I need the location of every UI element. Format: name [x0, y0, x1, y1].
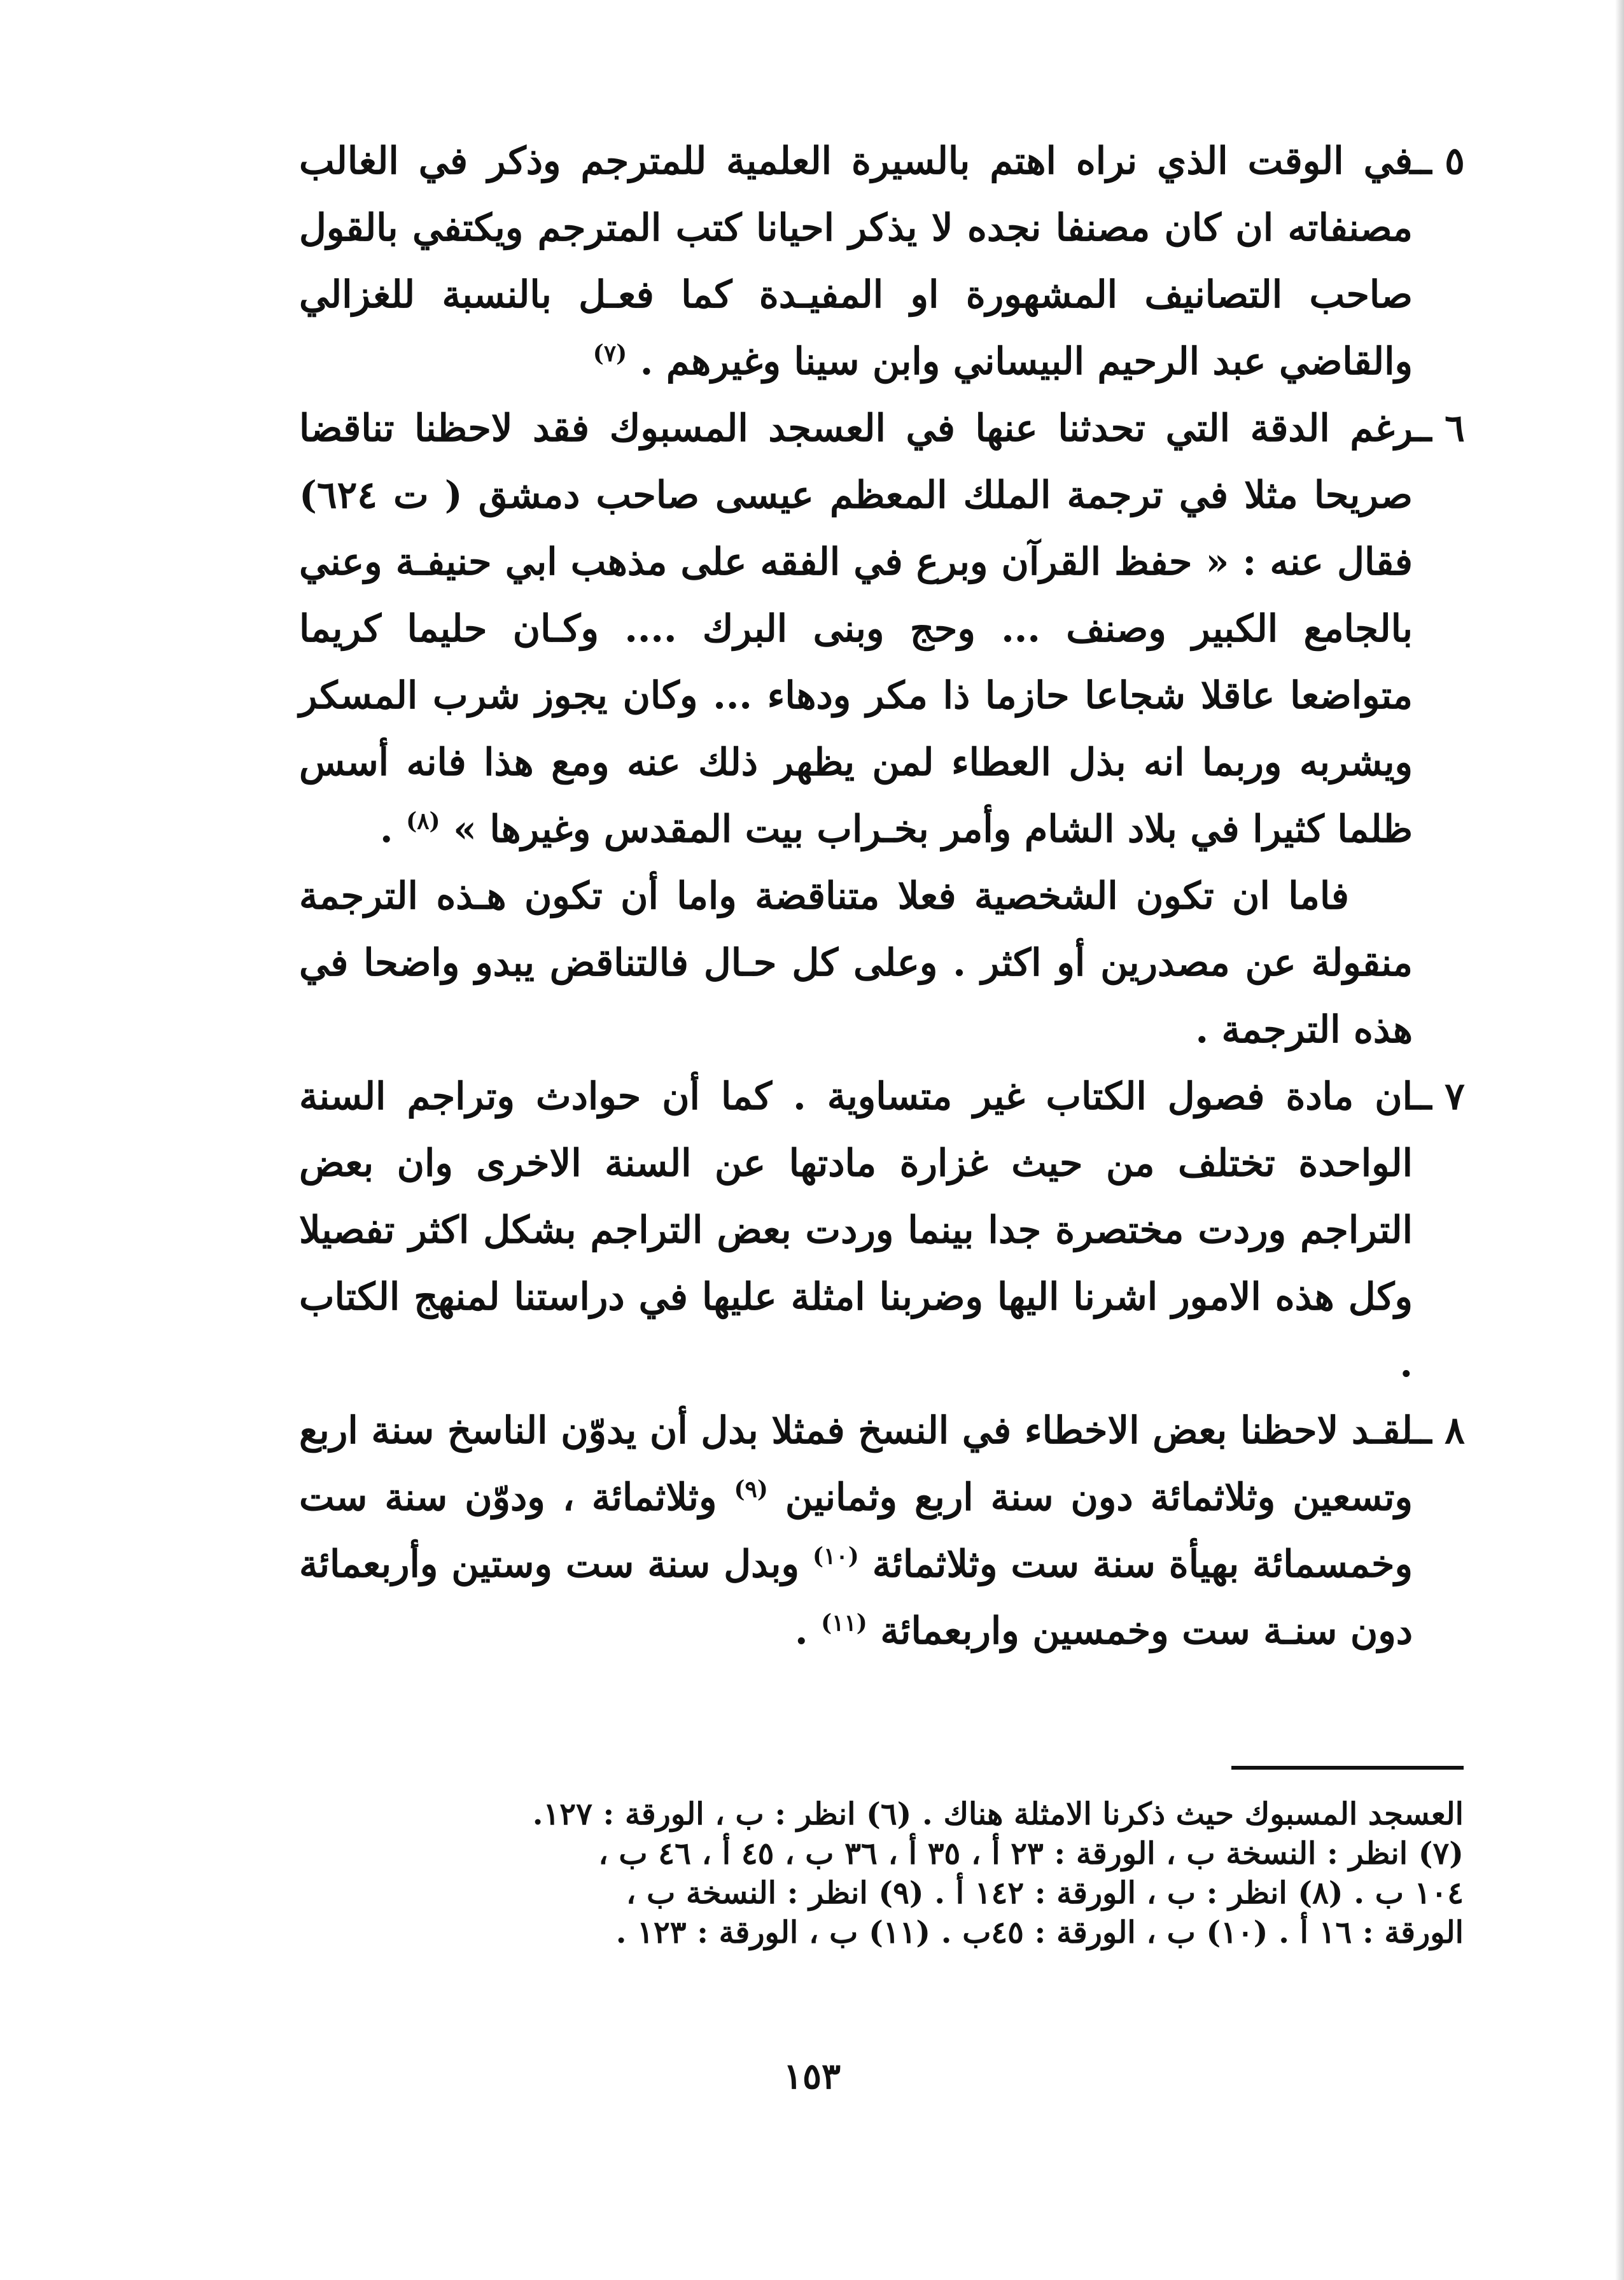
page-edge-shadow: [1615, 0, 1624, 2280]
page-number: ١٥٣: [783, 2055, 841, 2097]
footnote-line: الورقة : ١٦ أ . (١٠) ب ، الورقة : ٤٥ب . (١١) ب ، الورقة : ١٢٣ .: [615, 1915, 1464, 1950]
item-number: ٧ ــ: [1410, 1074, 1465, 1118]
item-text: ان مادة فصول الكتاب غير متساوية . كما أن حوادث وتراجم السنة الواحدة تختلف من حيث غزارة مادتها عن السنة الاخرى وان بعض التراجم وردت مختصرة جدا بينما وردت بعض التراجم بشكل اكثر تفصيلا وكل هذه الامور اشرنا اليها وضربنا امثلة عليها في دراستنا لمنهج الكتاب .: [299, 1074, 1413, 1385]
footnote-ref: (٧): [592, 340, 627, 367]
paragraph-commentary: [299, 862, 1413, 1063]
item-text: رغم الدقة التي تحدثنا عنها في العسجد المسبوك فقد لاحظنا تناقضا صريحا مثلا في ترجمة الملك المعظم عيسى صاحب دمشق ( ت ٦٢٤) فقال عنه : « حفظ القرآن وبرع في الفقه على مذهب ابي حنيفـة وعني بالجامع الكبير وصنف ... وحج وبنى البرك .... وكـان حليما كريما متواضعا عاقلا شجاعا حازما ذا مكر ودهاء ... وكان يجوز شرب المسكر ويشربه وربما انه بذل العطاء لمن يظهر ذلك عنه ومع هذا فانه أسس ظلما كثيرا في بلاد الشام وأمر بخـراب بيت المقدس وغيرها »: [299, 406, 1413, 851]
footnote-ref: (١١): [821, 1609, 867, 1637]
footnote-ref: (١٠): [813, 1542, 859, 1570]
footnote-line: العسجد المسبوك حيث ذكرنا الامثلة هناك . (٦) انظر : ب ، الورقة : ١٢٧.: [532, 1796, 1464, 1832]
footnote-line: (٧) انظر : النسخة ب ، الورقة : ٢٣ أ ، ٣٥ أ ، ٣٦ ب ، ٤٥ أ ، ٤٦ ب ،: [598, 1836, 1464, 1871]
item-number: ٥ ــ: [1410, 139, 1465, 183]
item-tail: .: [380, 807, 407, 851]
item-text: لقـد لاحظنا بعض الاخطاء في النسخ فمثلا بدل أن يدوّن الناسخ سنة اربع وتسعين وثلاثمائة دون سنة اربع وثمانين: [299, 1408, 1413, 1519]
item-text: في الوقت الذي نراه اهتم بالسيرة العلمية للمترجم وذكر في الغالب مصنفاته ان كان مصنفا نجده لا يذكر احيانا كتب المترجم ويكتفي بالقول صاحب التصانيف المشهورة او المفيـدة كما فعـل بالنسبة للغزالي والقاضي عبد الرحيم البيساني وابن سينا وغيرهم .: [299, 139, 1413, 383]
list-item-7: [299, 1063, 1464, 1397]
main-text: [299, 127, 1464, 1664]
list-item-5: [299, 127, 1464, 395]
item-tail: .: [794, 1609, 822, 1653]
footnote-ref: (٩): [734, 1476, 768, 1503]
item-text: وثلاثمائة ، ودوّن سنة ست وخمسمائة بهيأة سنة ست وثلاثمائة: [299, 1475, 1413, 1586]
footnotes: [299, 1794, 1464, 1952]
list-item-6: [299, 395, 1464, 862]
footnote-ref: (٨): [406, 808, 440, 835]
item-text: وبدل سنة ست وستين وأربعمائة دون سنـة ست وخمسين واربعمائة: [299, 1542, 1413, 1653]
footnote-line: ١٠٤ ب . (٨) انظر : ب ، الورقة : ١٤٢ أ . (٩) انظر : النسخة ب ،: [626, 1875, 1464, 1911]
item-number: ٦ ــ: [1410, 406, 1465, 450]
item-number: ٨ ــ: [1410, 1408, 1465, 1452]
paragraph-text: فاما ان تكون الشخصية فعلا متناقضة واما أن تكون هـذه الترجمة منقولة عن مصدرين أو اكثر . وعلى كل حـال فالتناقض يبدو واضحا في هذه الترجمة .: [299, 874, 1413, 1051]
footnote-separator: [1231, 1766, 1464, 1770]
list-item-8: [299, 1397, 1464, 1664]
